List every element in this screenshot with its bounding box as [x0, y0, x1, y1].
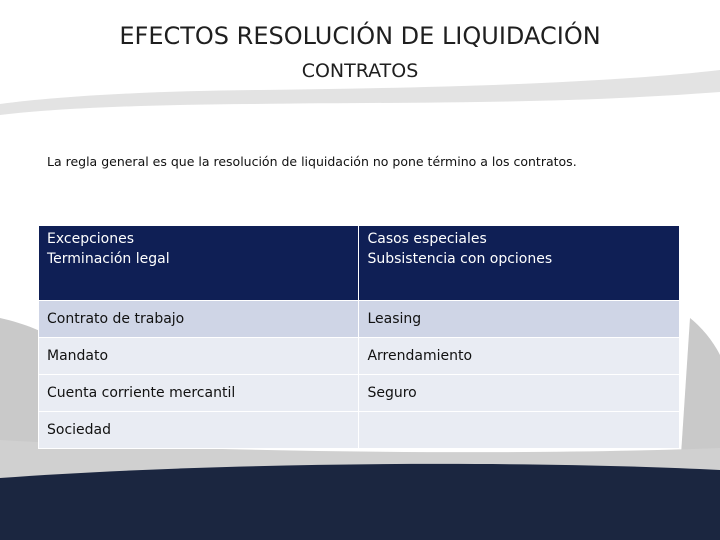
slide-subtitle: CONTRATOS [301, 60, 419, 82]
contracts-table [38, 225, 680, 449]
header-special-cases [359, 226, 680, 301]
lower-gray-right [680, 318, 720, 470]
table-cell: Mandato [39, 338, 359, 375]
table-cell: Leasing [359, 301, 680, 338]
table-cell: Arrendamiento [359, 338, 680, 375]
intro-text: La regla general es que la resolución de liquidación no pone término a los contratos. [47, 154, 577, 169]
table-header-row [39, 226, 680, 301]
header-special-sub: Subsistencia con opciones [367, 251, 553, 267]
table-cell: Seguro [359, 375, 680, 412]
table-cell: Cuenta corriente mercantil [39, 375, 359, 412]
header-exceptions-title: Excepciones [47, 231, 135, 247]
header-exceptions-sub: Terminación legal [47, 251, 170, 267]
table-cell [359, 412, 680, 449]
header-exceptions [39, 226, 359, 301]
slide-title: EFECTOS RESOLUCIÓN DE LIQUIDACIÓN [119, 22, 601, 50]
table-cell: Sociedad [39, 412, 359, 449]
table-row [39, 375, 680, 412]
header-special-title: Casos especiales [367, 231, 487, 247]
table-cell: Contrato de trabajo [39, 301, 359, 338]
table-row [39, 338, 680, 375]
table-row [39, 301, 680, 338]
table-row [39, 412, 680, 449]
footer-navy-wave [0, 464, 720, 540]
